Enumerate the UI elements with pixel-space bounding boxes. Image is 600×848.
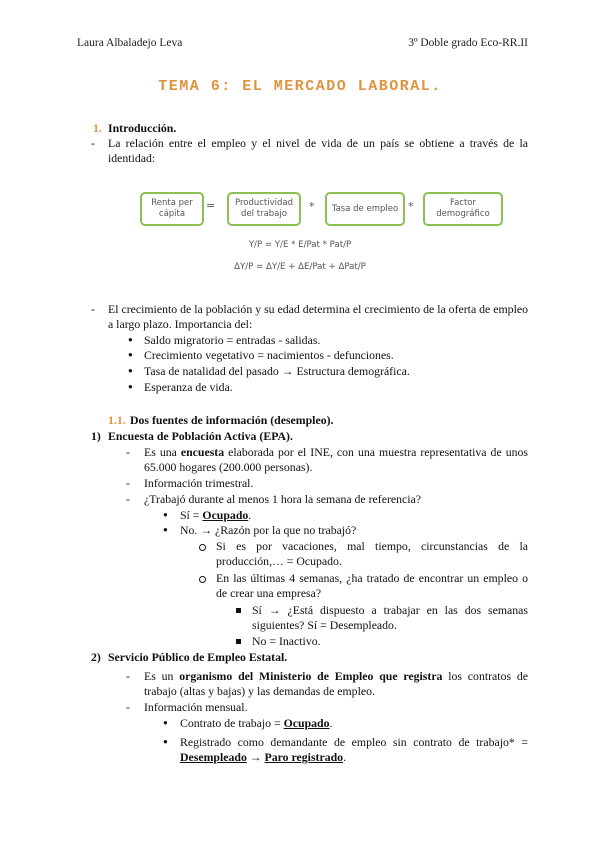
list-item: Crecimiento vegetativo = nacimientos - defunciones. (144, 348, 394, 362)
bullet-icon: ● (163, 737, 168, 746)
epa-number: 1) (91, 429, 101, 443)
sepe-description: Es un organismo del Ministerio de Empleo que registra los contratos de trabajo (altas y bajas) y las demandas de empleo. (144, 669, 528, 698)
bullet-icon: ● (128, 335, 133, 344)
dash-marker: - (91, 136, 95, 150)
formula-level: Y/P = Y/E * E/Pat * Pat/P (248, 240, 352, 250)
square-bullet-icon (236, 639, 241, 644)
multiply-sign-1: * (309, 200, 315, 213)
page-title: TEMA 6: EL MERCADO LABORAL. (158, 78, 442, 95)
epa-reason-1: Si es por vacaciones, mal tiempo, circunstancias de la producción,… = Ocupado. (216, 539, 528, 568)
header-author: Laura Albaladejo Leva (77, 37, 183, 49)
box-factor-demografico: Factor demográfico (423, 192, 503, 226)
header-course: 3º Doble grado Eco-RR.II (408, 37, 528, 49)
equals-sign: = (206, 199, 216, 212)
epa-si: Sí = Ocupado. (180, 508, 252, 522)
formula-growth: ΔY/P = ΔY/E + ΔE/Pat + ΔPat/P (234, 262, 366, 272)
sepe-heading: Servicio Público de Empleo Estatal. (108, 650, 288, 664)
dash-marker: - (126, 700, 130, 714)
section-number: 1. (93, 121, 102, 135)
epa-no: No. → ¿Razón por la que no trabajó? (180, 523, 357, 537)
dash-marker: - (126, 476, 130, 490)
box-renta-per-capita: Renta per cápita (140, 192, 204, 226)
epa-reason-2: En las últimas 4 semanas, ¿ha tratado de encontrar un empleo o de crear una empresa? (216, 571, 528, 600)
circle-bullet-icon (199, 576, 206, 583)
list-item: Tasa de natalidad del pasado → Estructura demográfica. (144, 364, 410, 378)
epa-no-inactivo: No = Inactivo. (252, 634, 321, 648)
bullet-icon: ● (163, 510, 168, 519)
sepe-frequency: Información mensual. (144, 700, 248, 714)
bullet-icon: ● (128, 366, 133, 375)
dash-marker: - (126, 669, 130, 683)
multiply-sign-2: * (408, 200, 414, 213)
subsection-number: 1.1. (108, 413, 126, 427)
epa-si-desempleado: Sí → ¿Está dispuesto a trabajar en las dos semanas siguientes? Sí = Desempleado. (252, 603, 528, 632)
epa-heading: Encuesta de Población Activa (EPA). (108, 429, 293, 443)
dash-marker: - (126, 492, 130, 506)
list-item: Esperanza de vida. (144, 380, 233, 394)
bullet-icon: ● (163, 525, 168, 534)
box-tasa-empleo: Tasa de empleo (325, 192, 405, 226)
bullet-icon: ● (128, 382, 133, 391)
circle-bullet-icon (199, 544, 206, 551)
list-item: Saldo migratorio = entradas - salidas. (144, 333, 321, 347)
intro-paragraph: La relación entre el empleo y el nivel de vida de un país se obtiene a través de la identidad: (108, 136, 528, 165)
bullet-icon: ● (128, 350, 133, 359)
dash-marker: - (126, 445, 130, 459)
section-heading: Introducción. (108, 121, 177, 135)
subsection-heading: Dos fuentes de información (desempleo). (130, 413, 334, 427)
sepe-number: 2) (91, 650, 101, 664)
square-bullet-icon (236, 608, 241, 613)
sepe-registrado: Registrado como demandante de empleo sin contrato de trabajo* = Desempleado → Paro registrado. (180, 735, 528, 764)
box-productividad: Productividad del trabajo (227, 192, 301, 226)
dash-marker: - (91, 302, 95, 316)
sepe-contrato: Contrato de trabajo = Ocupado. (180, 716, 333, 730)
bullet-icon: ● (163, 718, 168, 727)
epa-frequency: Información trimestral. (144, 476, 254, 490)
population-paragraph: El crecimiento de la población y su edad determina el crecimiento de la oferta de empleo a largo plazo. Importancia del: (108, 302, 528, 331)
epa-question: ¿Trabajó durante al menos 1 hora la semana de referencia? (144, 492, 421, 506)
epa-description: Es una encuesta elaborada por el INE, con una muestra representativa de unos 65.000 hogares (200.000 personas). (144, 445, 528, 474)
